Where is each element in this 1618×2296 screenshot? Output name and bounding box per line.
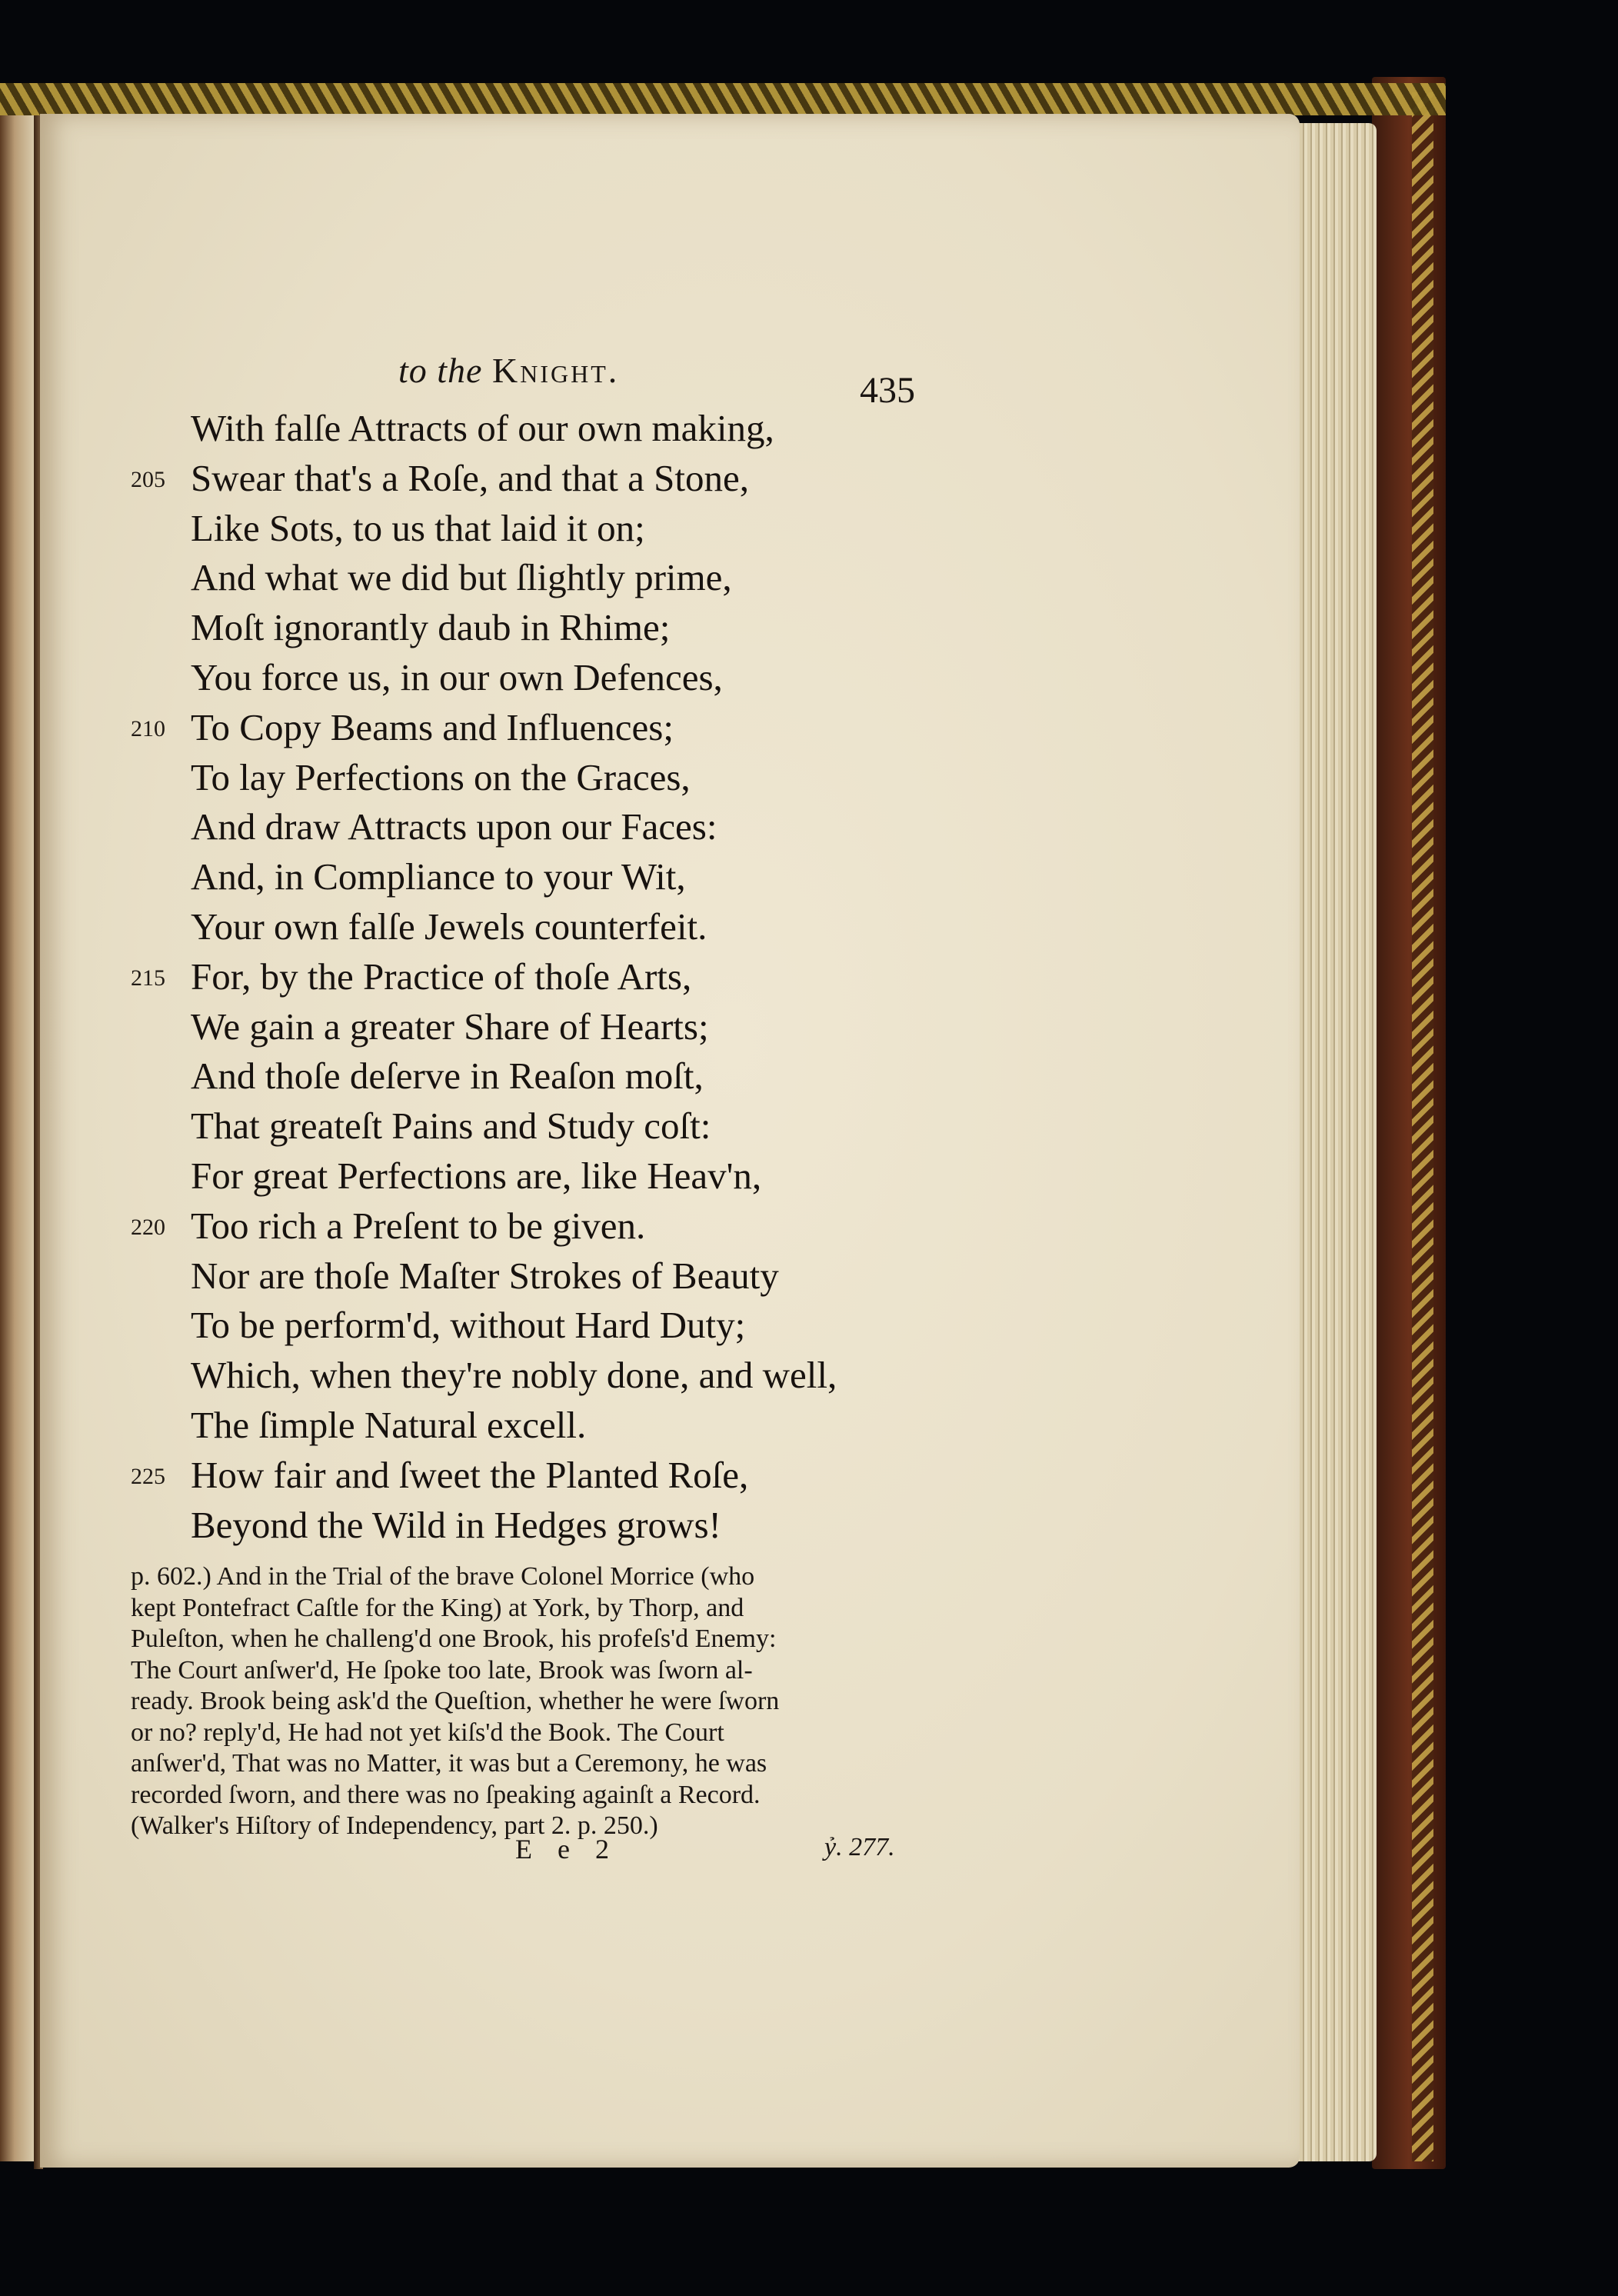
- verse-text: That greateſt Pains and Study coſt:: [191, 1105, 711, 1148]
- verse-line: [137, 802, 967, 852]
- verse-line: [137, 404, 967, 454]
- running-head-prep: to the: [398, 351, 483, 390]
- verse-text: And thoſe deſerve in Reaſon moſt,: [191, 1055, 704, 1098]
- verse-line: [137, 753, 967, 803]
- verse-line: [131, 1451, 967, 1501]
- verse-line: [131, 454, 967, 504]
- verse-text: You force us, in our own Defences,: [191, 655, 723, 698]
- footnote-line: (Walker's Hiſtory of Independency, part 2. p. 250.): [131, 1811, 658, 1840]
- verse-line: [137, 1051, 967, 1101]
- verse-line: [131, 952, 967, 1002]
- footnote-line: p. 602.) And in the Trial of the brave Colonel Morrice (who: [131, 1562, 755, 1591]
- verse-text: And what we did but ſlightly prime,: [191, 556, 732, 599]
- verse-text: And draw Attracts upon our Faces:: [191, 805, 717, 848]
- verse-line: [137, 1501, 967, 1551]
- verse-line: [137, 1301, 967, 1351]
- verse-text: To be perform'd, without Hard Duty;: [191, 1304, 746, 1347]
- line-number: 220: [131, 1214, 165, 1240]
- verse-text: The ſimple Natural excell.: [191, 1403, 587, 1446]
- verse-text: Beyond the Wild in Hedges grows!: [191, 1503, 721, 1546]
- running-head-title: Knight.: [491, 351, 620, 390]
- verse-line: [137, 504, 967, 554]
- verse-text: We gain a greater Share of Hearts;: [191, 1005, 709, 1048]
- verse-line: [137, 553, 967, 603]
- signature-mark: E e 2: [515, 1834, 618, 1864]
- verse-line: [137, 1101, 967, 1151]
- gilt-tooling: [1412, 92, 1433, 2161]
- verse-line: [137, 1151, 967, 1201]
- footnote: [131, 1561, 923, 1842]
- running-head: [398, 350, 937, 391]
- verse-text: With falſe Attracts of our own making,: [191, 407, 774, 449]
- verse-text: Your own falſe Jewels counterfeit.: [191, 905, 707, 948]
- verse-text: And, in Compliance to your Wit,: [191, 855, 686, 898]
- line-number: 225: [131, 1463, 165, 1489]
- verse-text: Swear that's a Roſe, and that a Stone,: [191, 456, 749, 499]
- footnote-line: The Court anſwer'd, He ſpoke too late, Brook was ſworn al-: [131, 1655, 753, 1685]
- verse-text: For great Perfections are, like Heav'n,: [191, 1154, 762, 1197]
- verse-text: Nor are thoſe Maſter Strokes of Beauty: [191, 1254, 779, 1297]
- verse-line: [137, 653, 967, 703]
- verse-line: [137, 1401, 967, 1451]
- verse-text: Like Sots, to us that laid it on;: [191, 506, 645, 549]
- line-number: 205: [131, 466, 165, 492]
- footnote-line: ready. Brook being ask'd the Queſtion, whether he were ſworn: [131, 1687, 780, 1715]
- verse-text: How fair and ſweet the Planted Roſe,: [191, 1453, 749, 1496]
- verse-text: To Copy Beams and Influences;: [191, 705, 674, 748]
- verse-line: [131, 703, 967, 753]
- line-number: 215: [131, 965, 165, 991]
- verse-text: Too rich a Preſent to be given.: [191, 1204, 646, 1247]
- verse-block: [131, 404, 967, 1550]
- verse-line: [137, 1251, 967, 1301]
- gilt-border-strip: [0, 83, 1446, 115]
- verse-line: [137, 1351, 967, 1401]
- verse-text: For, by the Practice of thoſe Arts,: [191, 955, 692, 998]
- verse-line: [137, 603, 967, 653]
- verse-line: [137, 1002, 967, 1052]
- footnote-line: Puleſton, when he challeng'd one Brook, his profeſs'd Enemy:: [131, 1625, 777, 1653]
- verse-line: [137, 852, 967, 902]
- footnote-line: anſwer'd, That was no Matter, it was but a Ceremony, he was: [131, 1749, 767, 1778]
- line-number: 210: [131, 715, 165, 741]
- verse-text: To lay Perfections on the Graces,: [191, 755, 691, 798]
- verse-line: [137, 902, 967, 952]
- leather-binding: [1372, 77, 1446, 2169]
- verse-line: [131, 1201, 967, 1251]
- footnote-line: or no? reply'd, He had not yet kiſs'd the Book. The Court: [131, 1718, 724, 1747]
- verse-text: Moſt ignorantly daub in Rhime;: [191, 606, 671, 649]
- page-number: 435: [860, 370, 915, 411]
- footnote-line: recorded ſworn, and there was no ſpeaking againſt a Record.: [131, 1780, 761, 1809]
- footnote-line: kept Pontefract Caſtle for the King) at York, by Thorp, and: [131, 1593, 744, 1622]
- facing-page-edge: [0, 115, 37, 2161]
- catchword: ỷ. 277.: [824, 1833, 895, 1861]
- verse-text: Which, when they're nobly done, and well,: [191, 1354, 837, 1397]
